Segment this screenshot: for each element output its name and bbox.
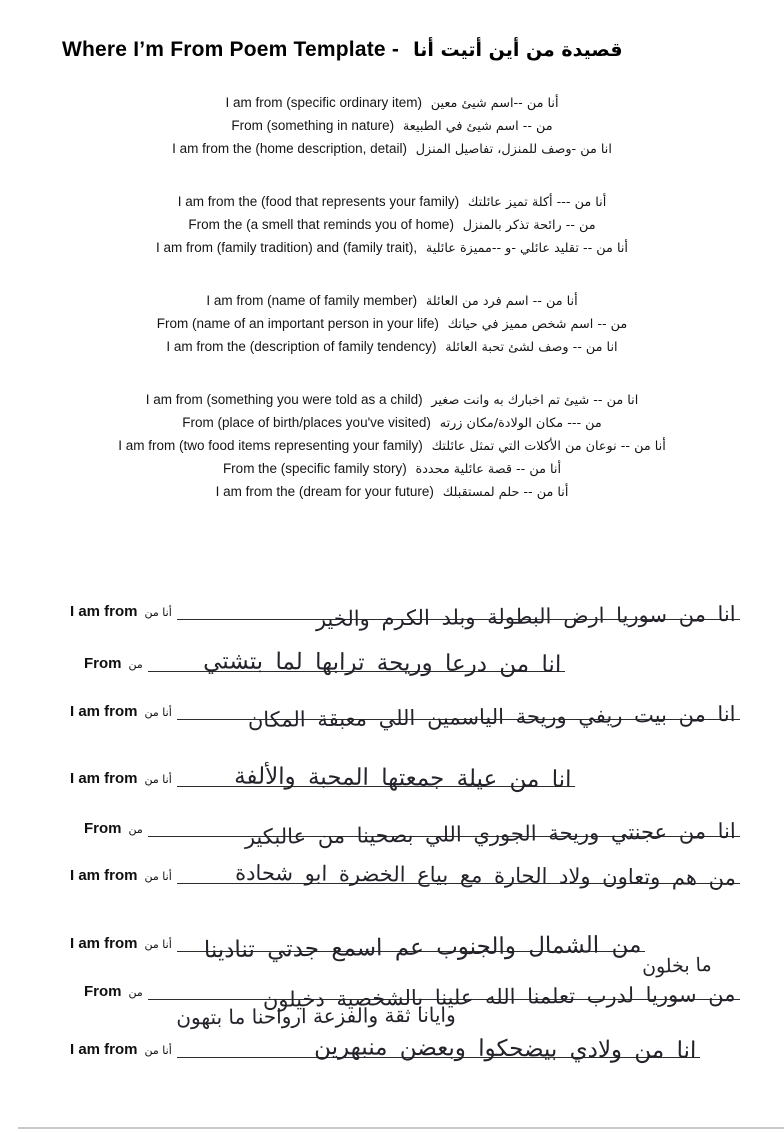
- answer-row: [70, 757, 740, 793]
- answer-row: [84, 642, 740, 678]
- handwritten-text: انا من درعا وريحة ترابها لما بتشتي: [202, 648, 562, 678]
- answer-row: [70, 690, 740, 732]
- answer-label-arabic: من: [128, 986, 143, 999]
- template-line: [0, 313, 784, 336]
- template-line: [0, 336, 784, 359]
- template-line: [0, 138, 784, 161]
- template-line-ar: أنا من -- نوعان من الأكلات التي تمثل عائلتك: [431, 439, 666, 454]
- template-line-en: From (name of an important person in your life): [156, 316, 439, 331]
- answer-row: [70, 922, 740, 964]
- answer-underline: [177, 589, 740, 632]
- answer-label: I am from: [70, 867, 138, 884]
- handwritten-text: انا من ولادي بيضحكوا وبعضن منبهرين: [313, 1033, 697, 1064]
- template-line-ar: من -- اسم شخص مميز في حياتك: [447, 317, 628, 332]
- template-line-ar: أنا من -- قصة عائلية محددة: [415, 462, 562, 477]
- answer-underline: [148, 953, 740, 1012]
- template-line-en: From (place of birth/places you've visited): [182, 415, 431, 430]
- answer-underline: [177, 1027, 700, 1064]
- template-line-en: From the (specific family story): [222, 461, 407, 476]
- template-line-ar: انا من -- شيئ تم اخبارك به وانت صغير: [431, 393, 639, 408]
- handwritten-extra-line: وايانا ثقة والفزعة ارواحنا ما بتهون: [176, 1002, 456, 1030]
- handwritten-overflow-text: ما بخلون: [642, 953, 713, 979]
- answer-underline: [148, 806, 740, 849]
- answer-label-arabic: أنا من: [144, 870, 172, 883]
- handwritten-text: من سوريا لدرب تعلمنا الله علينا بالشخصية دخيلون: [263, 982, 736, 1012]
- answer-label: From: [84, 983, 122, 1000]
- template-line-en: I am from (two food items representing your family): [118, 438, 423, 453]
- answer-label: I am from: [70, 703, 138, 720]
- template-line-ar: انا من -وصف للمنزل، تفاصيل المنزل: [415, 142, 612, 157]
- answer-underline: [177, 921, 645, 964]
- handwritten-text: من الشمال والجنوب عم اسمع جدتي تنادينا: [203, 932, 641, 964]
- template-line: [0, 214, 784, 237]
- handwritten-text: انا من عجنتي وريحة الجوري اللي بصحينا من عالبكير: [244, 819, 736, 849]
- answer-underline: [177, 853, 740, 890]
- template-line-en: I am from the (description of family tendency): [166, 339, 437, 354]
- template-line-en: From the (a smell that reminds you of home): [188, 217, 454, 232]
- answer-underline: [148, 641, 565, 678]
- template-line-ar: من --- مكان الولادة/مكان زرته: [439, 416, 602, 431]
- answer-row: [70, 1028, 740, 1064]
- scan-page-edge: [18, 1127, 784, 1129]
- scanned-worksheet-page: [0, 38, 784, 1132]
- template-line-en: I am from the (dream for your future): [215, 484, 434, 499]
- answer-label: I am from: [70, 603, 138, 620]
- template-line-ar: أنا من --اسم شيئ معين: [430, 96, 559, 111]
- template-line-ar: من -- اسم شيئ في الطبيعة: [402, 119, 553, 134]
- handwritten-answers-block: [0, 590, 784, 1064]
- answer-label-arabic: من: [128, 823, 143, 836]
- template-line-en: I am from (specific ordinary item): [225, 95, 422, 110]
- template-line-ar: أنا من -- اسم فرد من العائلة: [425, 294, 578, 309]
- handwritten-text: انا من سوريا ارض البطولة وبلد الكرم والخير: [315, 602, 736, 632]
- template-line: [0, 92, 784, 115]
- answer-label-arabic: أنا من: [144, 938, 172, 951]
- template-line-ar: أنا من -- حلم لمستقبلك: [442, 485, 569, 500]
- answer-label: I am from: [70, 1041, 138, 1058]
- answer-underline: [177, 756, 575, 793]
- template-line-en: I am from (family tradition) and (family trait),: [156, 240, 418, 255]
- answer-label-arabic: أنا من: [144, 1044, 172, 1057]
- answer-label: From: [84, 820, 122, 837]
- template-line: [0, 191, 784, 214]
- page-title-english: Where I’m From Poem Template -: [62, 38, 400, 61]
- answer-label: I am from: [70, 770, 138, 787]
- answer-row: [70, 590, 740, 632]
- handwritten-text: انا من عيلة جمعتها المحبة والألفة: [233, 763, 572, 793]
- template-line: [0, 115, 784, 138]
- template-line: [0, 435, 784, 458]
- template-line-en: I am from the (home description, detail): [172, 141, 407, 156]
- page-title: [62, 38, 744, 62]
- template-line: [0, 237, 784, 260]
- handwritten-text: انا من بيت ريفي وريحة الياسمين اللي معبقة المكان: [248, 702, 736, 732]
- template-line-ar: أنا من --- أكلة تميز عائلتك: [467, 195, 607, 210]
- template-line: [0, 481, 784, 504]
- poem-template-block: [0, 92, 784, 504]
- answer-label-arabic: أنا من: [144, 706, 172, 719]
- template-line-ar: أنا من -- تقليد عائلي -و --مميزة عائلية: [425, 241, 628, 256]
- answer-row: [84, 953, 740, 1012]
- template-line-ar: من -- رائحة تذكر بالمنزل: [462, 218, 596, 233]
- answer-label-arabic: أنا من: [144, 773, 172, 786]
- template-line-ar: انا من -- وصف لشئ تحبة العائلة: [445, 340, 618, 355]
- template-line-en: From (something in nature): [231, 118, 395, 133]
- template-line-en: I am from (something you were told as a child): [145, 392, 423, 407]
- template-line: [0, 389, 784, 412]
- answer-label-arabic: من: [128, 658, 143, 671]
- handwritten-text: من هم وتعاون ولاد الحارة مع بياع الخضرة ابو شحادة: [235, 860, 737, 890]
- template-line-en: I am from the (food that represents your family): [177, 194, 460, 209]
- answer-row: [84, 807, 740, 849]
- template-line: [0, 290, 784, 313]
- answer-label-arabic: أنا من: [144, 606, 172, 619]
- answer-label: From: [84, 655, 122, 672]
- answer-label: I am from: [70, 935, 138, 952]
- template-line-en: I am from (name of family member): [206, 293, 418, 308]
- answer-row: [70, 854, 740, 890]
- template-line: [0, 458, 784, 481]
- answer-underline: [177, 689, 740, 732]
- template-line: [0, 412, 784, 435]
- page-title-arabic: قصيدة من أين أتيت أنا: [413, 39, 623, 61]
